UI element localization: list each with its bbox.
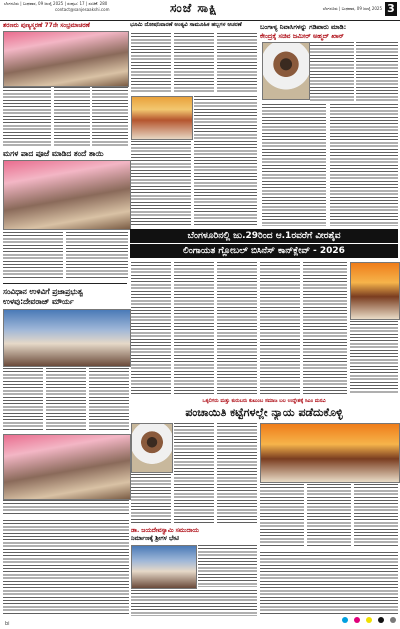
photo-conclave — [350, 262, 400, 320]
lower-center-heading-1: ಡಾ. ಜಯದೇವಸ್ವಾಮಿ ಸಮುದಾಯ — [131, 527, 199, 534]
fold-mark: bi — [5, 621, 10, 627]
top-right-heading-1: ಬಂಗಾಳ್ಯ ನಿವಾಸಿಗಳನ್ನು ಗಡಿಪಾರು ಮಾಡಿ: — [260, 23, 347, 31]
article-text — [174, 33, 214, 93]
photo-seminar — [3, 309, 131, 367]
article-text — [217, 423, 257, 524]
article-text — [356, 42, 398, 102]
mid-kicker: ಒಕ್ಕಲಿಗರು ಮತ್ತು ಕುರುಬರು ಕುಟುಂಬ ಸಮಾಜ ಬಲ ಉದ್ದೇಶಕ್ಕೆ ಸಿಎಂ ಮನವಿ — [202, 398, 326, 404]
left-mid-heading: ಮಗಳ ಪಾದ ಪೂಜೆ ಮಾಡಿದ ತಂದೆ ತಾಯಿ — [3, 149, 104, 158]
article-text — [217, 262, 257, 394]
top-left-heading: ಶರಣರು ಪುಣ್ಯಸ್ಮರಣೆ 77ನೇ ಸಂಭ್ರಮಾಚರಣೆ — [3, 22, 90, 29]
masthead-right-date: ಬೆಂಗಳೂರು | ಬುಧವಾರ, 09 ಜುಲೈ 2025 — [322, 6, 382, 11]
article-text — [260, 484, 304, 548]
article-text — [46, 368, 86, 430]
article-text — [330, 104, 398, 226]
article-text — [217, 33, 257, 93]
article-text — [54, 87, 90, 147]
masthead-contact: contact@sanjesaakshi.com — [55, 7, 110, 12]
top-right-heading-2: ಕೇಂದ್ರಕ್ಕೆ ಸಚಿವ ಜಮೀರ್ ಅಹ್ಮದ್ ಖಾನ್ — [260, 32, 344, 40]
article-text — [3, 232, 63, 280]
top-center-heading: ಭೂಮಿ ದೋಷನಿವಾರಣೆ ಅಂತ್ಯವಿ ಸಾಮೂಹಿಕ ಹಬ್ಬಗಳ ಆಚರಣೆ — [130, 22, 242, 28]
banner-heading-2: ಲಿಂಗಾಯತ ಗ್ಲೋಬಲ್ ಬಿಸಿನೆಸ್ ಕಾನ್‌ಕ್ಲೇವ್ - 2026 — [130, 244, 398, 258]
masthead — [0, 0, 400, 21]
article-text — [354, 484, 398, 548]
page-number: 3 — [385, 2, 397, 16]
article-text — [131, 141, 191, 226]
article-text — [303, 262, 347, 394]
article-text — [131, 474, 171, 524]
article-text — [66, 232, 128, 280]
photo-group — [3, 434, 131, 500]
article-text — [3, 368, 43, 430]
photo-panchayat — [260, 423, 400, 483]
article-text — [350, 321, 398, 394]
article-text — [3, 520, 129, 616]
masthead-date-line: ಬೆಂಗಳೂರು | ಬುಧವಾರ, 09 ಜುಲೈ 2025 | ಸಂಪುಟ: 17 | ಸಂಚಿಕೆ: 280 — [4, 1, 108, 6]
yellow-swatch — [366, 617, 372, 623]
photo-pooja — [131, 96, 193, 140]
article-text — [307, 484, 351, 548]
article-text — [3, 87, 51, 147]
registration-marks — [341, 608, 396, 627]
article-text — [3, 500, 129, 516]
black-swatch — [378, 617, 384, 623]
article-text — [198, 545, 257, 587]
lower-center-heading-2: ನಿರ್ಮಾಣಕ್ಕೆ ಶ್ರೀಗಳ ಭೇಟಿ — [131, 535, 179, 542]
magenta-swatch — [354, 617, 360, 623]
grey-swatch — [390, 617, 396, 623]
photo-speaker — [131, 423, 173, 473]
article-text — [174, 423, 214, 524]
article-text — [89, 368, 129, 430]
left-lower-heading-1: ಸಂವಿಧಾನ ಉಳಿವಿಗೆ ಪ್ರಜಾಪ್ರಭುತ್ವ — [3, 287, 84, 296]
article-text — [260, 262, 300, 394]
article-text — [194, 96, 257, 226]
masthead-title: ಸಂಜೆ ಸಾಕ್ಷಿ — [170, 1, 218, 15]
article-text — [260, 552, 398, 616]
article-text — [262, 104, 326, 226]
article-text — [131, 590, 257, 616]
mid-heading: ಪಂಚಾಯಿತಿ ಕಟ್ಟೆಗಳಲ್ಲೇ ನ್ಯಾಯ ಪಡೆದುಕೊಳ್ಳಿ — [185, 406, 343, 419]
article-text — [174, 262, 214, 394]
photo-gathering — [3, 31, 129, 87]
left-lower-heading-2: ಉಳವು:ದೇವರಾಜ್ ಮೌರ್ಯ — [3, 297, 74, 306]
photo-visit — [131, 545, 197, 589]
article-text — [92, 87, 128, 147]
article-text — [131, 262, 171, 394]
banner-heading-1: ಬೆಂಗಳೂರಿನಲ್ಲಿ ಜು.29ರಿಂದ ಆ.1ರವರೆಗೆ ವೀರಶೈವ — [130, 229, 398, 243]
divider — [3, 283, 127, 284]
cyan-swatch — [342, 617, 348, 623]
photo-padapooje — [3, 160, 131, 230]
photo-minister — [262, 42, 310, 100]
article-text — [131, 33, 171, 93]
article-text — [310, 42, 354, 102]
